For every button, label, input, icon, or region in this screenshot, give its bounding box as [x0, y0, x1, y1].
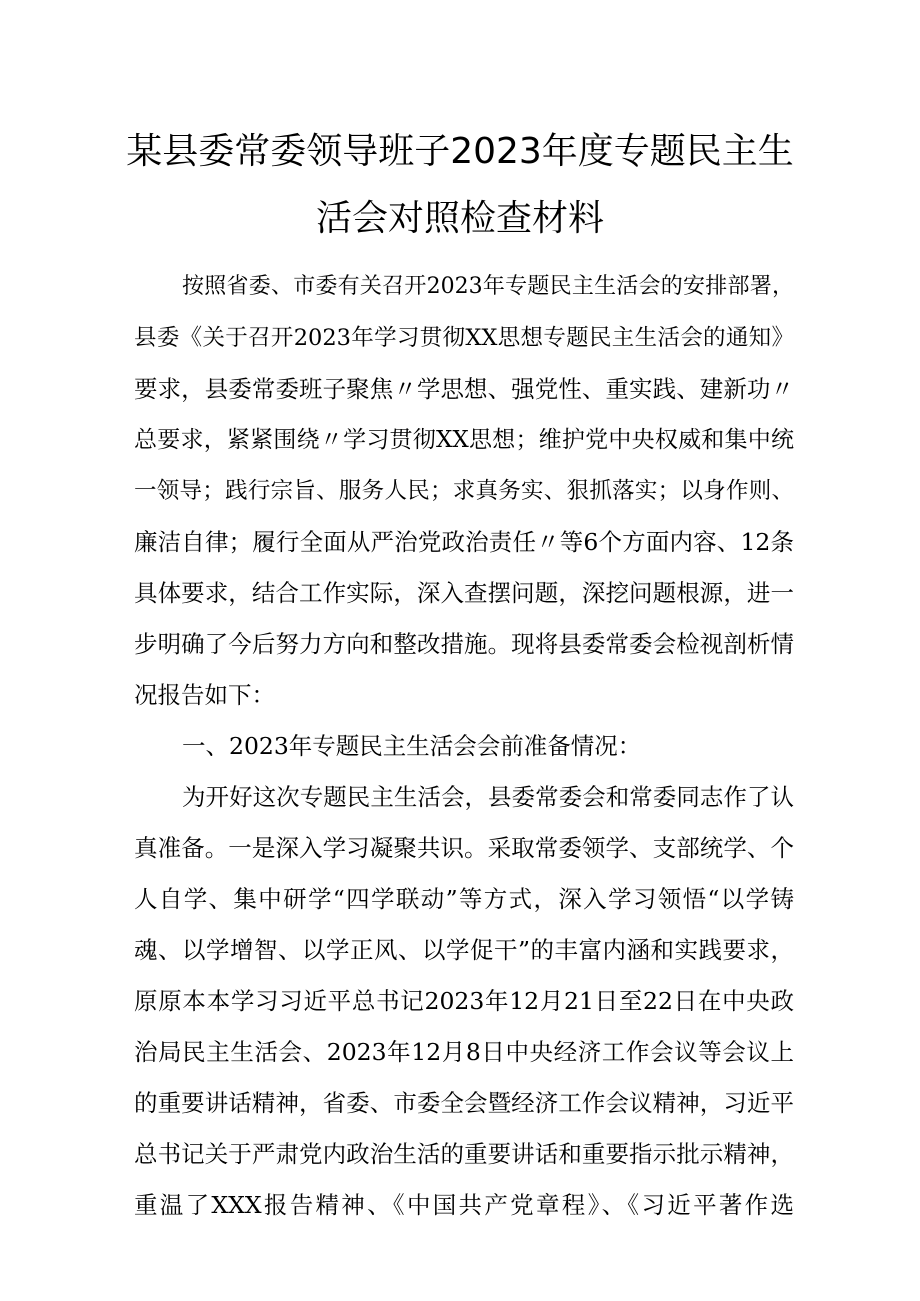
body-line-11: 为开好这次专题民主生活会，县委常委会和常委同志作了认 — [182, 783, 794, 811]
body-line-12: 真准备。一是深入学习凝聚共识。采取常委领学、支部统学、个 — [134, 834, 794, 862]
document-title-line-1: 某县委常委领导班子2023年度专题民主生 — [126, 131, 794, 172]
body-line-8: 步明确了今后努力方向和整改措施。现将县委常委会检视剖析情 — [134, 630, 794, 658]
body-line-2: 县委《关于召开2023年学习贯彻XX思想专题民主生活会的通知》 — [134, 325, 794, 351]
body-line-3: 要求，县委常委班子聚焦〃学思想、强党性、重实践、建新功〃 — [134, 375, 794, 403]
body-line-16: 治局民主生活会、2023年12月8日中央经济工作会议等会议上 — [134, 1038, 794, 1066]
body-line-5: 一领导；践行宗旨、服务人民；求真务实、狠抓落实；以身作则、 — [134, 478, 794, 504]
body-line-4: 总要求，紧紧围绕〃学习贯彻XX思想；维护党中央权威和集中统 — [134, 427, 794, 453]
body-line-6: 廉洁自律；履行全面从严治党政治责任〃等6个方面内容、12条 — [134, 528, 794, 556]
body-line-18: 总书记关于严肃党内政治生活的重要讲话和重要指示批示精神， — [134, 1140, 794, 1168]
body-line-19: 重温了XXX报告精神、《中国共产党章程》、《习近平著作选 — [134, 1191, 794, 1219]
body-line-9: 况报告如下： — [134, 681, 275, 709]
body-line-17: 的重要讲话精神，省委、市委全会暨经济工作会议精神，习近平 — [134, 1089, 794, 1117]
document-title-line-2: 活会对照检查材料 — [315, 198, 604, 239]
body-line-13: 人自学、集中研学“四学联动”等方式，深入学习领悟“以学铸 — [134, 885, 794, 913]
section-heading: 一、2023年专题民主生活会会前准备情况： — [182, 732, 642, 760]
body-line-15: 原原本本学习习近平总书记2023年12月21日至22日在中央政 — [134, 987, 794, 1015]
body-line-1: 按照省委、市委有关召开2023年专题民主生活会的安排部署， — [182, 274, 794, 299]
body-line-14: 魂、以学增智、以学正风、以学促干”的丰富内涵和实践要求， — [134, 936, 794, 964]
body-line-7: 具体要求，结合工作实际，深入查摆问题，深挖问题根源，进一 — [134, 579, 794, 607]
